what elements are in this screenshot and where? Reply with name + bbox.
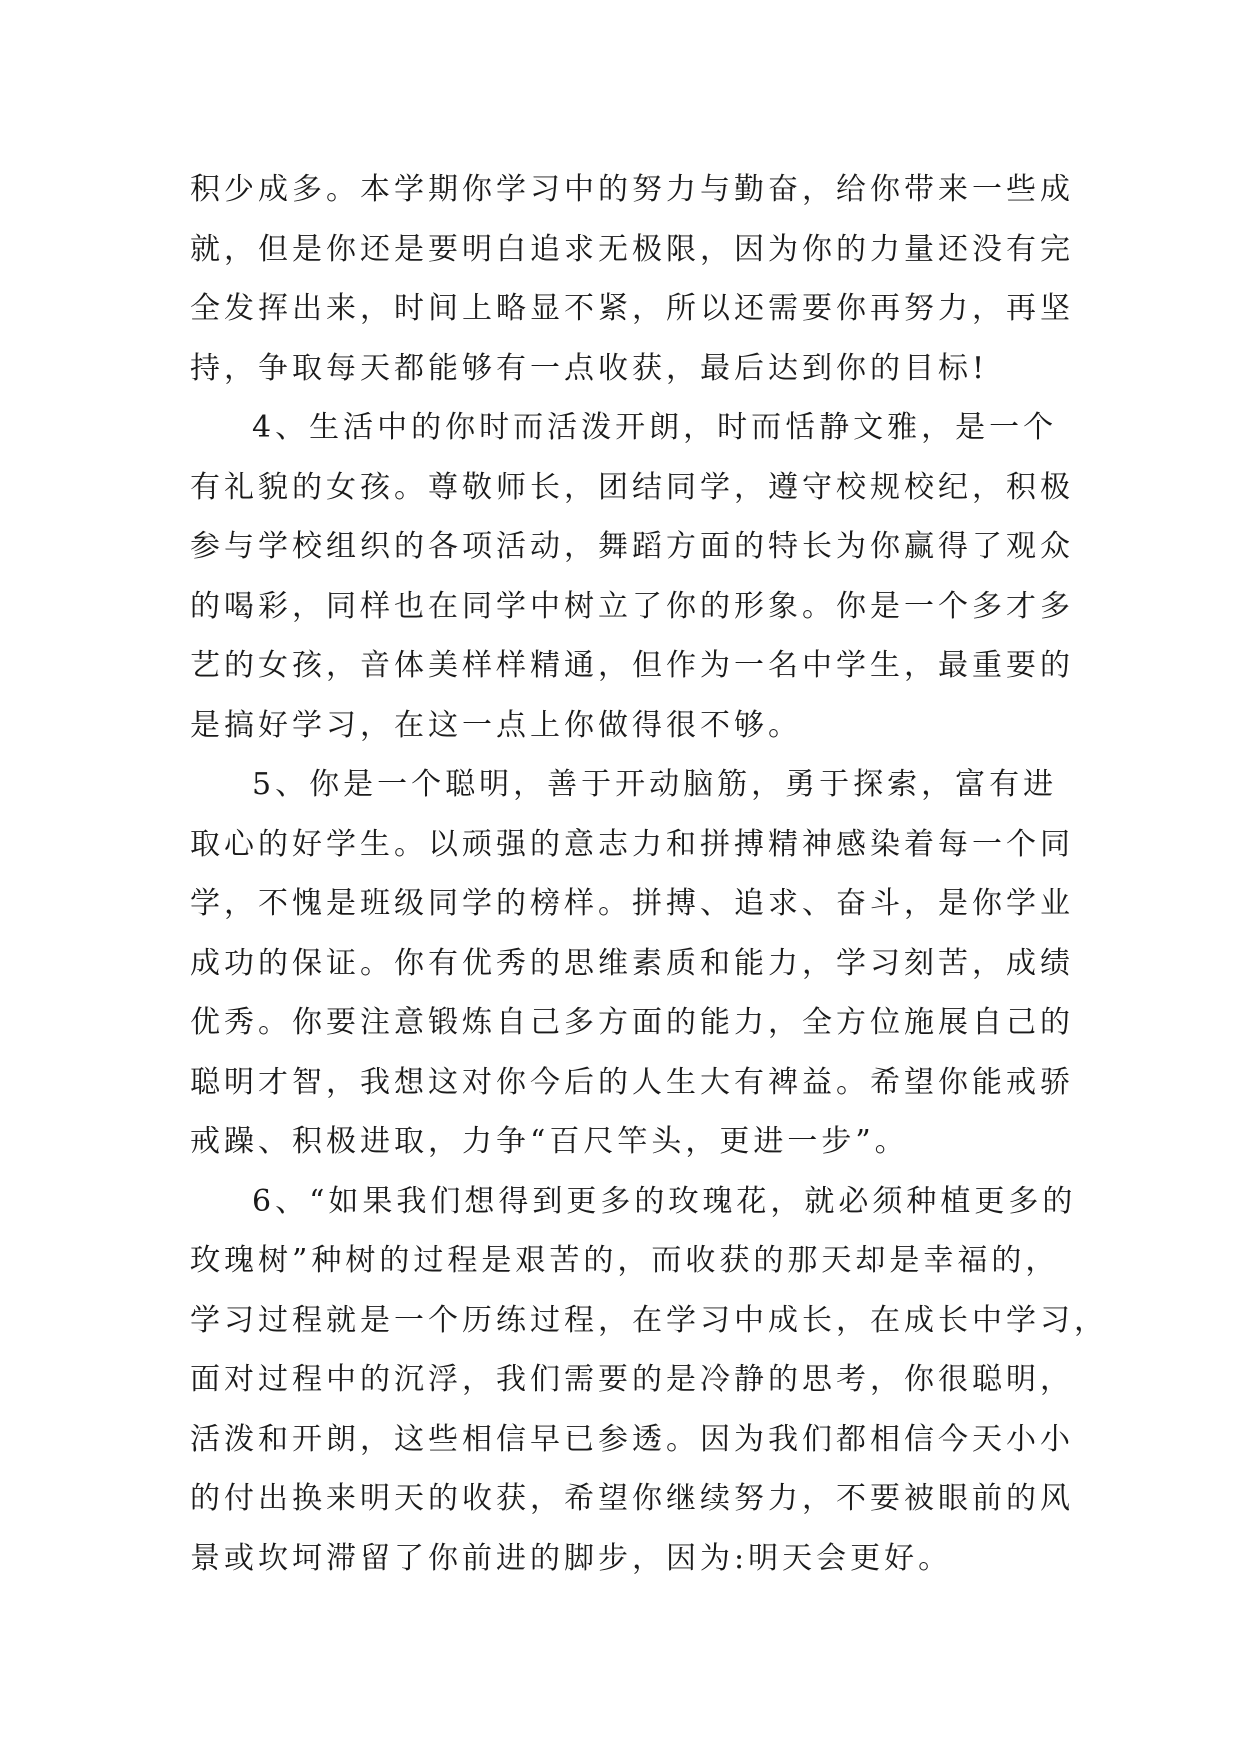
text-line: 成功的保证。你有优秀的思维素质和能力，学习刻苦，成绩 (190, 945, 1074, 981)
text-line: 持，争取每天都能够有一点收获，最后达到你的目标! (190, 350, 989, 386)
text-line: 景或坎坷滞留了你前进的脚步，因为:明天会更好。 (190, 1540, 953, 1576)
paragraph-item-4 (190, 398, 1074, 755)
text-line: 有礼貌的女孩。尊敬师长，团结同学，遵守校规校纪，积极 (190, 469, 1074, 505)
text-line: 优秀。你要注意锻炼自己多方面的能力，全方位施展自己的 (190, 1005, 1074, 1040)
text-line: 6、“如果我们想得到更多的玫瑰花，就必须种植更多的 (252, 1183, 1077, 1219)
paragraph-item-5 (190, 755, 1074, 1172)
text-line: 4、生活中的你时而活泼开朗，时而恬静文雅，是一个 (252, 410, 1058, 445)
text-line: 艺的女孩，音体美样样精通，但作为一名中学生，最重要的 (190, 648, 1074, 683)
text-line: 学，不愧是班级同学的榜样。拼搏、追求、奋斗，是你学业 (190, 886, 1074, 921)
text-line: 聪明才智，我想这对你今后的人生大有裨益。希望你能戒骄 (190, 1064, 1074, 1100)
paragraph-item-6 (190, 1172, 1108, 1589)
document-body (190, 160, 1108, 1588)
text-line: 学习过程就是一个历练过程，在学习中成长，在成长中学习， (190, 1302, 1108, 1338)
text-line: 积少成多。本学期你学习中的努力与勤奋，给你带来一些成 (190, 172, 1074, 207)
paragraph-continuation (190, 160, 1074, 398)
text-line: 全发挥出来，时间上略显不紧，所以还需要你再努力，再坚 (190, 291, 1074, 326)
text-line: 戒躁、积极进取，力争“百尺竿头，更进一步”。 (190, 1124, 909, 1159)
text-line: 5、你是一个聪明，善于开动脑筋，勇于探索，富有进 (252, 767, 1058, 802)
text-line: 是搞好学习，在这一点上你做得很不够。 (190, 707, 802, 743)
text-line: 活泼和开朗，这些相信早已参透。因为我们都相信今天小小 (190, 1421, 1074, 1457)
text-line: 面对过程中的沉浮，我们需要的是冷静的思考，你很聪明， (190, 1362, 1074, 1397)
text-line: 的喝彩，同样也在同学中树立了你的形象。你是一个多才多 (190, 588, 1074, 624)
text-line: 的付出换来明天的收获，希望你继续努力，不要被眼前的风 (190, 1481, 1074, 1516)
text-line: 玫瑰树”种树的过程是艰苦的，而收获的那天却是幸福的， (190, 1243, 1060, 1278)
text-line: 就，但是你还是要明白追求无极限，因为你的力量还没有完 (190, 231, 1074, 267)
text-line: 参与学校组织的各项活动，舞蹈方面的特长为你赢得了观众 (190, 529, 1074, 564)
text-line: 取心的好学生。以顽强的意志力和拼搏精神感染着每一个同 (190, 826, 1074, 862)
